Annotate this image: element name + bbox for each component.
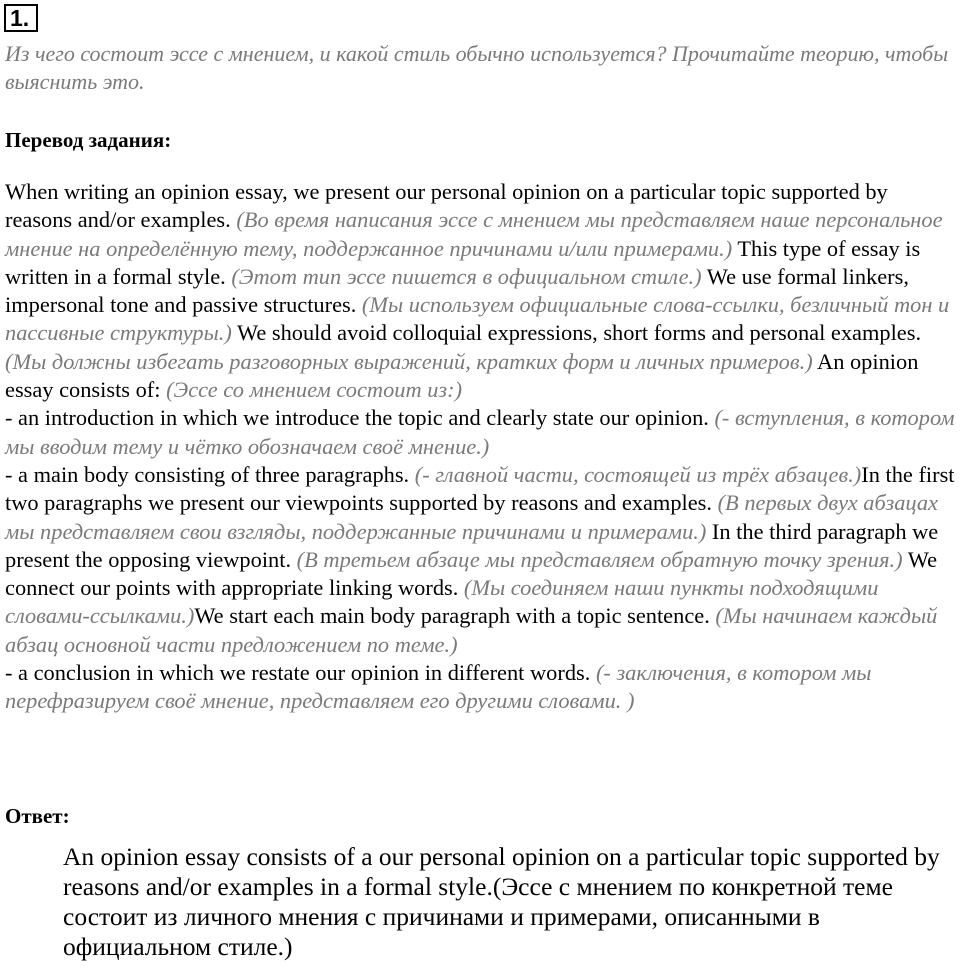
theory-text bbox=[5, 178, 955, 716]
russian-translation: (Этот тип эссе пишется в официальном стиле.) bbox=[231, 263, 702, 289]
russian-translation: (Эссе со мнением состоит из:) bbox=[166, 377, 463, 403]
english-text: In the third paragraph we present the opposing viewpoint. bbox=[5, 518, 939, 572]
task-instruction: Из чего состоит эссе с мнением, и какой стиль обычно используется? Прочитайте теорию, чтобы выяснить это. bbox=[5, 41, 949, 94]
english-text: An opinion essay consists of: bbox=[5, 348, 919, 403]
task-number-box bbox=[4, 4, 38, 32]
theory-paragraph bbox=[5, 461, 955, 659]
english-text: - an introduction in which we introduce the topic and clearly state our opinion. bbox=[5, 405, 715, 431]
theory-paragraph bbox=[5, 659, 955, 716]
russian-translation: (Мы соединяем наши пункты подходящими словами-ссылками.) bbox=[5, 575, 879, 629]
russian-translation: (Мы начинаем каждый абзац основной части предложением по теме.) bbox=[5, 603, 938, 657]
russian-translation: (- вступления, в котором мы вводим тему и чётко обозначаем своё мнение.) bbox=[5, 405, 955, 459]
theory-paragraph bbox=[5, 404, 955, 461]
russian-translation: (В третьем абзаце мы представляем обратную точку зрения.) bbox=[296, 546, 903, 572]
english-text: We start each main body paragraph with a topic sentence. bbox=[194, 603, 716, 629]
russian-translation: (В первых двух абзацах мы представляем свои взгляды, поддержанные причинами и примерами.) bbox=[5, 490, 938, 544]
translation-heading: Перевод задания: bbox=[5, 128, 172, 152]
russian-translation: (Мы используем официальные слова-ссылки, безличный тон и пассивные структуры.) bbox=[5, 292, 950, 346]
theory-paragraph bbox=[5, 178, 955, 404]
answer-heading: Ответ: bbox=[5, 804, 70, 828]
answer-text: An opinion essay consists of a our personal opinion on a particular topic supported by reasons and/or examples in a formal style.(Эссе с мнением по конкретной теме состоит из личного мнения с причинами и примерами, описанными в официальном стиле.) bbox=[63, 842, 940, 961]
english-text: We should avoid colloquial expressions, short forms and personal examples. bbox=[231, 320, 922, 346]
english-text: We connect our points with appropriate linking words. bbox=[5, 546, 938, 601]
english-text: When writing an opinion essay, we present our personal opinion on a particular topic supported by reasons and/or examples. bbox=[5, 179, 888, 233]
russian-translation: (Мы должны избегать разговорных выражений, кратких форм и личных примеров.) bbox=[5, 348, 813, 374]
russian-translation: (Во время написания эссе с мнением мы представляем наше персональное мнение на определённую тему, поддержанное причинами и/или примерами.) bbox=[5, 207, 943, 261]
english-text: In the first two paragraphs we present our viewpoints supported by reasons and examples. bbox=[5, 461, 955, 516]
russian-translation: (- главной части, состоящей из трёх абзацев.) bbox=[414, 461, 862, 487]
english-text: This type of essay is written in a formal style. bbox=[5, 235, 921, 289]
task-number: 1. bbox=[10, 5, 30, 31]
english-text: - a main body consisting of three paragraphs. bbox=[5, 461, 415, 487]
english-text: We use formal linkers, impersonal tone and passive structures. bbox=[5, 263, 909, 318]
russian-translation: (- заключения, в котором мы перефразируем своё мнение, представляем его другими словами. ) bbox=[5, 660, 872, 714]
english-text: - a conclusion in which we restate our opinion in different words. bbox=[5, 660, 596, 686]
